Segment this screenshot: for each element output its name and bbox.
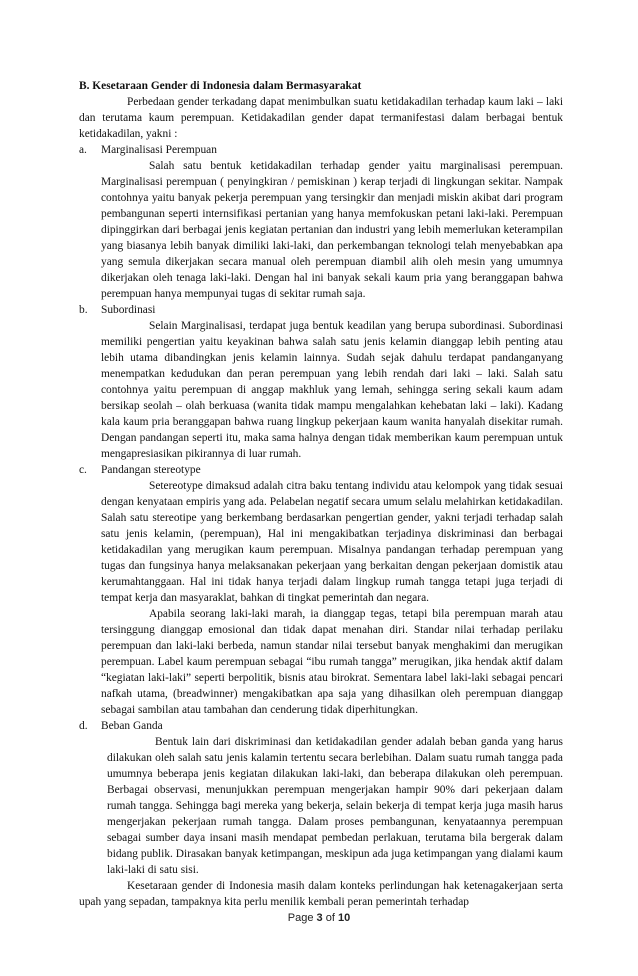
list-item-a <box>79 142 563 302</box>
item-body-a <box>101 158 563 302</box>
current-page-number: 3 <box>316 912 323 924</box>
list-item-b <box>79 302 563 462</box>
item-title-a <box>79 142 563 158</box>
item-marker-d: d. <box>79 720 88 732</box>
closing-paragraph: Kesetaraan gender di Indonesia masih dalam konteks perlindungan hak ketenagakerjaan serta upah yang sepadan, tampaknya kita perlu menilik kembali peran pemerintah terhadap <box>79 880 563 908</box>
item-heading-d: Beban Ganda <box>101 720 163 732</box>
of-word: of <box>325 912 335 924</box>
item-marker-a: a. <box>79 144 87 156</box>
item-marker-c: c. <box>79 464 87 476</box>
total-page-count: 10 <box>337 912 351 924</box>
list-item-d <box>79 718 563 878</box>
item-marker-b: b. <box>79 304 88 316</box>
item-body-b <box>101 318 563 462</box>
section-heading: B. Kesetaraan Gender di Indonesia dalam Bermasyarakat <box>79 80 362 92</box>
item-paragraph: Apabila seorang laki-laki marah, ia dianggap tegas, tetapi bila perempuan marah atau tersinggung dianggap emosional dan tidak dapat menahan diri. Standar nilai terhadap perilaku perempuan dan laki-laki berbeda, namun standar nilai tersebut banyak menghakimi dan merugikan perempuan. Label kaum perempuan sebagai “ibu rumah tangga” merugikan, jika hendak aktif dalam “kegiatan laki-laki” seperti berpolitik, bisnis atau birokrat. Sementara label laki-laki sebagai pencari nafkah utama, (breadwinner) mengakibatkan apa saja yang dihasilkan oleh perempuan dianggap sebagai sambilan atau tambahan dan cenderung tidak diperhitungkan. <box>101 608 563 716</box>
item-body-d <box>107 734 563 878</box>
item-heading-a: Marginalisasi Perempuan <box>101 144 217 156</box>
item-title-d <box>79 718 563 734</box>
section-intro: Perbedaan gender terkadang dapat menimbulkan suatu ketidakadilan terhadap kaum laki – laki dan terutama kaum perempuan. Ketidakadilan gender dapat termanifestasi dalam berbagai bentuk ketidakadilan, yakni : <box>79 96 563 140</box>
page-content <box>79 78 563 910</box>
item-title-b <box>79 302 563 318</box>
page-word: Page <box>287 912 314 924</box>
item-paragraph: Bentuk lain dari diskriminasi dan ketidakadilan gender adalah beban ganda yang harus dilakukan oleh salah satu jenis kalamin tertentu secara berlebihan. Dalam suatu rumah tangga pada umumnya beberapa jenis kegiatan dilakukan laki-laki, dan beberapa dilakukan oleh perempuan. Berbagai observasi, menunjukkan perempuan mengerjakan hampir 90% dari pekerjaan dalam rumah tangga. Sehingga bagi mereka yang bekerja, selain bekerja di tempat kerja juga masih harus mengerjakan pekerjaan rumah tangga. Dalam proses pembangunan, kenyataannya perempuan sebagai sumber daya insani masih mendapat pembedan perlakuan, terutama bila bergerak dalam bidang publik. Dirasakan banyak ketimpangan, meskipun ada juga ketimpangan yang dialami kaum laki-laki di satu sisi. <box>107 736 563 876</box>
item-body-c <box>101 478 563 718</box>
item-paragraph: Selain Marginalisasi, terdapat juga bentuk keadilan yang berupa subordinasi. Subordinasi memiliki pengertian yaitu keyakinan bahwa salah satu jenis kelamin dianggap lebih penting atau lebih utama dibandingkan jenis kelamin lainnya. Sudah sejak dahulu terdapat pandanganyang menempatkan kedudukan dan peran perempuan yang lebih rendah dari laki – laki. Salah satu contohnya yaitu perempuan di anggap makhluk yang lemah, sehingga sering sekali kaum adam bersikap seolah – olah berkuasa (wanita tidak mampu mengalahkan kehebatan laki – laki). Kadang kala kaum pria beranggapan bahwa ruang lingkup pekerjaan kaum wanita hanyalah disekitar rumah. Dengan pandangan seperti itu, maka sama halnya dengan tidak memberikan kaum perempuan untuk mengapresiasikan pikirannya di luar rumah. <box>101 320 563 460</box>
item-title-c <box>79 462 563 478</box>
item-heading-c: Pandangan stereotype <box>101 464 201 476</box>
item-paragraph: Salah satu bentuk ketidakadilan terhadap gender yaitu marginalisasi perempuan. Marginalisasi perempuan ( penyingkiran / pemiskinan ) kerap terjadi di lingkungan sekitar. Nampak contohnya yaitu banyak pekerja perempuan yang tersingkir dan menjadi miskin akibat dari program pembangunan seperti internsifikasi pertanian yang hanya memfokuskan petani laki-laki. Perempuan dipinggirkan dari berbagai jenis kegiatan pertanian dan industri yang lebih memerlukan keterampilan yang biasanya lebih banyak dimiliki laki-laki, dan perkembangan teknologi telah menyebabkan apa yang semula dikerjakan secara manual oleh perempuan diambil alih oleh mesin yang umumnya dikerjakan oleh tenaga laki-laki. Dengan hal ini banyak sekali kaum pria yang beranggapan bahwa perempuan hanya mempunyai tugas di sekitar rumah saja. <box>101 160 563 300</box>
list-item-c <box>79 462 563 718</box>
item-paragraph: Setereotype dimaksud adalah citra baku tentang individu atau kelompok yang tidak sesuai dengan kenyataan empiris yang ada. Pelabelan negatif secara umum selalu melahirkan ketidakadilan. Salah satu stereotipe yang berkembang berdasarkan pengertian gender, yakni terjadi terhadap salah satu jenis kelamin, (perempuan), Hal ini mengakibatkan terjadinya diskriminasi dan berbagai ketidakadilan yang merugikan kaum perempuan. Misalnya pandangan terhadap perempuan yang tugas dan fungsinya hanya melaksanakan pekerjaan yang berkaitan dengan pekerjaan domistik atau kerumahtanggaan. Hal ini tidak hanya terjadi dalam lingkup rumah tangga tetapi juga terjadi di tempat kerja dan masyaraklat, bahkan di tingkat pemerintah dan negara. <box>101 480 563 604</box>
page-footer <box>0 910 638 926</box>
item-heading-b: Subordinasi <box>101 304 156 316</box>
